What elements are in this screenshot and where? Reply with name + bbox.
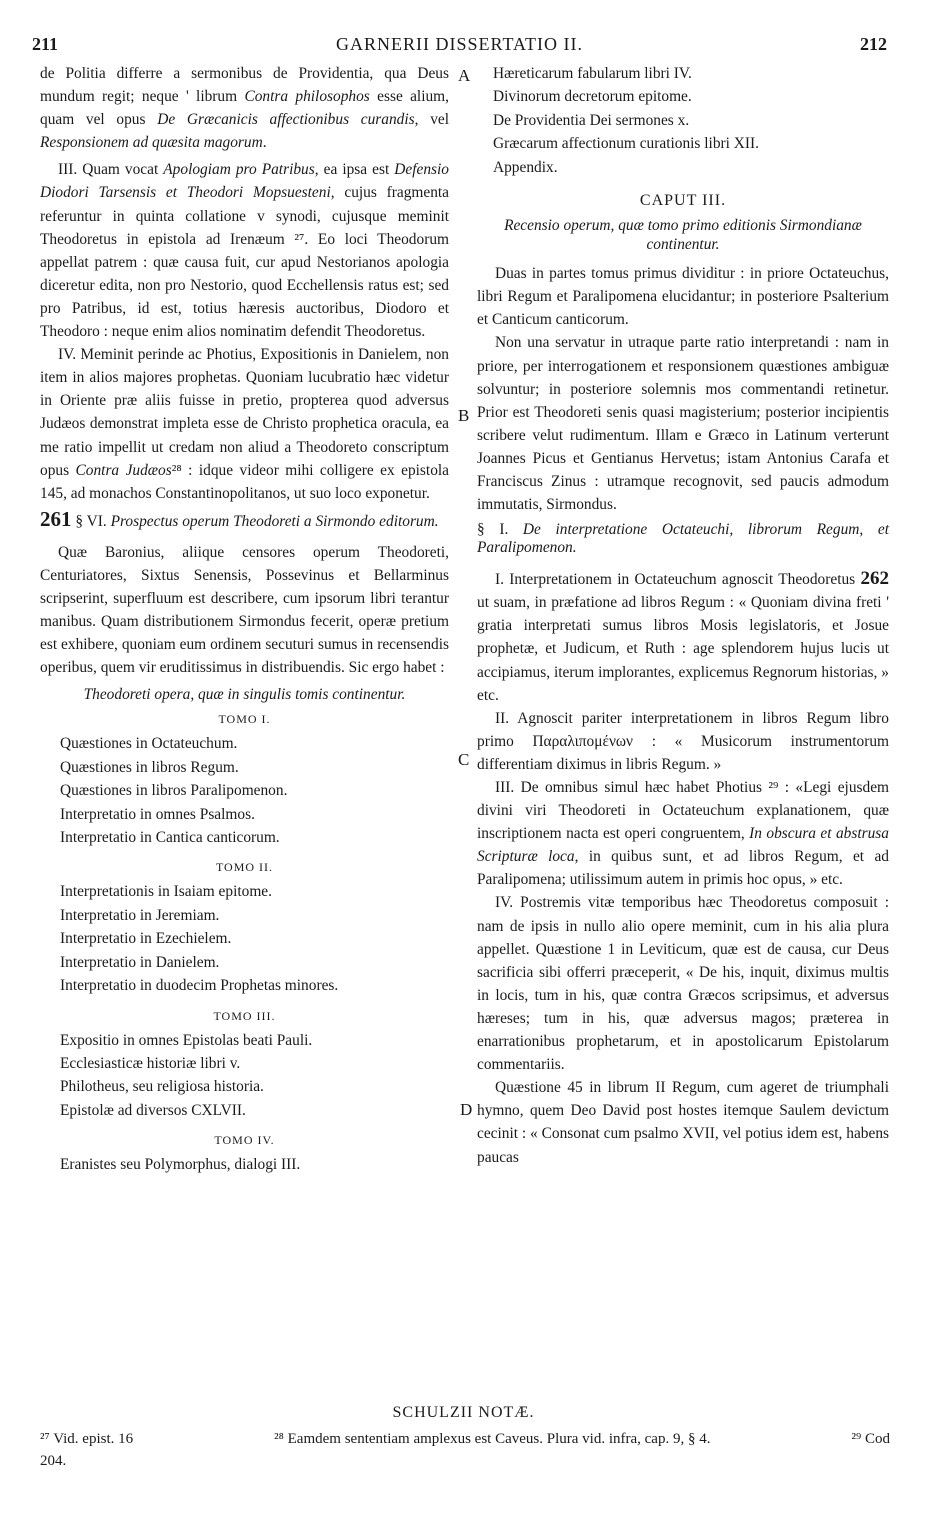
list-item: Interpretationis in Isaiam epitome. xyxy=(60,883,272,901)
margin-page-number: 262 xyxy=(860,568,889,590)
list-item: Eranistes seu Polymorphus, dialogi III. xyxy=(60,1156,301,1174)
footnote: ²⁹ Cod xyxy=(851,1431,890,1447)
page-header xyxy=(32,34,887,58)
tomo-heading: TOMO IV. xyxy=(214,1133,275,1148)
paragraph: Non una servatur in utraque parte ratio interpretandi : nam in priore, per interrogationem et responsionem quæstiones ambiguæ solvuntur; in posteriore solemnis mos commentandi retinetur. Prior est Theodoreti senis quasi magisterium; posterior incipientis scribere velut rudimentum. Illam e Græco in Latinum verterunt Joannes Picus et Gentianus Hervetus; istam Antonius Carafa et Franciscus Zinus : utramque recognovit, sed paucis admodum immutatis, Sirmondus. xyxy=(477,334,889,514)
footnote: ²⁷ Vid. epist. 16 xyxy=(40,1431,134,1447)
list-item: Quæstiones in libros Paralipomenon. xyxy=(60,782,288,800)
page-number-left: 211 xyxy=(32,34,59,54)
paragraph: Quæstione 45 in librum II Regum, cum ageret de triumphali hymno, quem Deo David post hostes itemque Saulem devictum cecinit : « Consonat cum psalmo XVII, vel potius idem est, habens paucas xyxy=(477,1079,889,1166)
paragraph: Duas in partes tomus primus dividitur : in priore Octateuchus, libri Regum et Paralipomena elucidantur; in posteriore Psalterium et Canticum canticorum. xyxy=(477,265,889,329)
tomo-list xyxy=(40,1153,449,1176)
paragraph: I. Interpretationem in Octateuchum agnoscit Theodoretus 262 ut suam, in præfatione ad libros Regum : « Quoniam divina freti ' gratia interpretati sumus libros Mosis legislatoris, et Josue prophetæ, et Judicum, et Ruth : age splendorem hujus lucis ut accipiamus, iterum implorantes, explicemus Regnorum historias, » etc. xyxy=(477,568,889,704)
list-item: Quæstiones in libros Regum. xyxy=(60,758,239,776)
paragraph: III. Quam vocat Apologiam pro Patribus, ea ipsa est Defensio Diodori Tarsensis et Theodori Mopsuesteni, cujus fragmenta referuntur in quinta collatione v synodi, cujusque meminit Theodoretus in epistola ad Irenæum ²⁷. Eo loci Theodorum appellat patrem : quæ causa fuit, cur apud Nestorianos apologia diceretur edita, non pro Nestorio, quod Ecchellensis ratus est; sed pro Patribus, id est, totius hæresis auctoribus, Diodoro et Theodoro : neque enim alios nominatim defendit Theodoretus. xyxy=(40,161,449,341)
margin-letter-c: C xyxy=(458,750,470,769)
list-item: Expositio in omnes Epistolas beati Pauli. xyxy=(60,1031,313,1049)
list-title: Theodoreti opera, quæ in singulis tomis continentur. xyxy=(83,686,406,704)
list-item: Interpretatio in omnes Psalmos. xyxy=(60,805,255,823)
list-item: Hæreticarum fabularum libri IV. xyxy=(493,65,692,82)
page-number-right: 212 xyxy=(860,34,887,54)
list-item: Quæstiones in Octateuchum. xyxy=(60,735,238,753)
margin-letter-a: A xyxy=(458,66,471,85)
list-item: Ecclesiasticæ historiæ libri v. xyxy=(60,1054,241,1072)
list-item: Interpretatio in Danielem. xyxy=(60,953,220,971)
paragraph: de Politia differre a sermonibus de Providentia, qua Deus mundum regit; neque ' librum Contra philosophos esse alium, quam vel opus De Græcanicis affectionibus curandis, vel Responsionem ad quæsita magorum. xyxy=(40,65,450,152)
left-column xyxy=(40,62,449,1185)
margin-page-number: 261 xyxy=(40,506,72,531)
paragraph: IV. Meminit perinde ac Photius, Expositionis in Danielem, non item in alios majores prophetas. Quoniam lucubratio hæc videtur in Oriente præ aliis fuisse in pretio, propterea quod adversus Judæos demonstrat impleta esse de Christo prophetica oracula, ea me ratio impellit ut credam non aliud a Theodoreto conscriptum opus Contra Judæos²⁸ : idque videor mihi colligere ex epistola 145, ad monachos Constantinopolitanos, ut suo loco exponetur. xyxy=(40,346,449,502)
footnote: ²⁸ Eamdem sententiam amplexus est Caveus. Plura vid. infra, cap. 9, § 4. xyxy=(274,1431,711,1447)
list-item: Epistolæ ad diversos CXLVII. xyxy=(60,1101,246,1119)
list-item: Interpretatio in Cantica canticorum. xyxy=(60,829,280,847)
tomo-heading: TOMO II. xyxy=(215,860,274,875)
tomo-heading: TOMO I. xyxy=(218,712,271,727)
paragraph: Quæ Baronius, aliique censores operum Theodoreti, Centuriatores, Sixtus Senensis, Possevinus et Bellarminus scripserint, superfluum est describere, cum ipsorum libri terantur manibus. Quam distributionem Sirmondus fecerit, operæ pretium est exhibere, quoniam eum ordinem secuturi sumus in recensendis operibus, quem vir eruditissimus in distribuendis. Sic ergo habet : xyxy=(40,543,449,677)
paragraph: II. Agnoscit pariter interpretationem in libros Regum libro primo Παραλιπομένων : « Musicorum instrumentorum differentiam diximus in libris Regum. » xyxy=(477,709,889,773)
list-item: Appendix. xyxy=(493,158,558,176)
list-item: De Providentia Dei sermones x. xyxy=(493,111,690,129)
right-column xyxy=(477,62,889,1169)
list-item: Interpretatio in duodecim Prophetas minores. xyxy=(60,977,339,995)
paragraph: IV. Postremis vitæ temporibus hæc Theodoretus composuit : nam de ipsis in nullo alio opere meminit, cum in his alia plura appellet. Quæstione 1 in Leviticum, quæ est de causa, cur Deus sacrificia sibi offerri præceperit, « De his, inquit, diximus multis in locis, tum in his, quæ contra Græcos scripsimus, et adversus hæreses; tum in his, quæ adversus magos; præterea in enarrationibus prophetarum, et in apostolicarum Epistolarum commentariis. xyxy=(477,894,889,1074)
notes-title: SCHULZII NOTÆ. xyxy=(392,1404,535,1421)
margin-letter-d: D xyxy=(460,1100,473,1119)
footnote-continuation: 204. xyxy=(40,1453,67,1469)
paragraph: III. De omnibus simul hæc habet Photius ²⁹ : «Legi ejusdem divini viri Theodoreti in Octateuchum explanationem, quæ inscriptionem nacta est operi congruentem, In obscura et abstrusa Scripturæ loca, in quibus sunt, et ad libros Regum, et ad Paralipomena; utilissimum autem in primis hoc opus, » etc. xyxy=(477,779,889,889)
tomo-list-continued xyxy=(477,62,889,179)
tomo-heading: TOMO III. xyxy=(213,1008,276,1023)
footnotes xyxy=(40,1428,890,1472)
section-heading: § I. De interpretatione Octateuchi, librorum Regum, et Paralipomenon. xyxy=(477,521,889,557)
tomo-list xyxy=(40,880,449,997)
section-heading: 261 § VI. Prospectus operum Theodoreti a Sirmondo editorum. xyxy=(40,506,439,531)
chapter-subtitle: Recensio operum, quæ tomo primo editionis Sirmondianæ continentur. xyxy=(504,217,862,254)
chapter-title: CAPUT III. xyxy=(639,192,727,210)
tomo-list xyxy=(40,732,449,849)
running-title: GARNERII DISSERTATIO II. xyxy=(336,34,583,54)
list-item: Interpretatio in Jeremiam. xyxy=(60,906,220,924)
tomo-list xyxy=(40,1029,449,1123)
margin-letter-b: B xyxy=(458,406,470,425)
list-item: Græcarum affectionum curationis libri XII. xyxy=(493,135,759,153)
list-item: Divinorum decretorum epitome. xyxy=(493,88,692,106)
list-item: Interpretatio in Ezechielem. xyxy=(60,930,232,948)
list-item: Philotheus, seu religiosa historia. xyxy=(60,1078,264,1096)
